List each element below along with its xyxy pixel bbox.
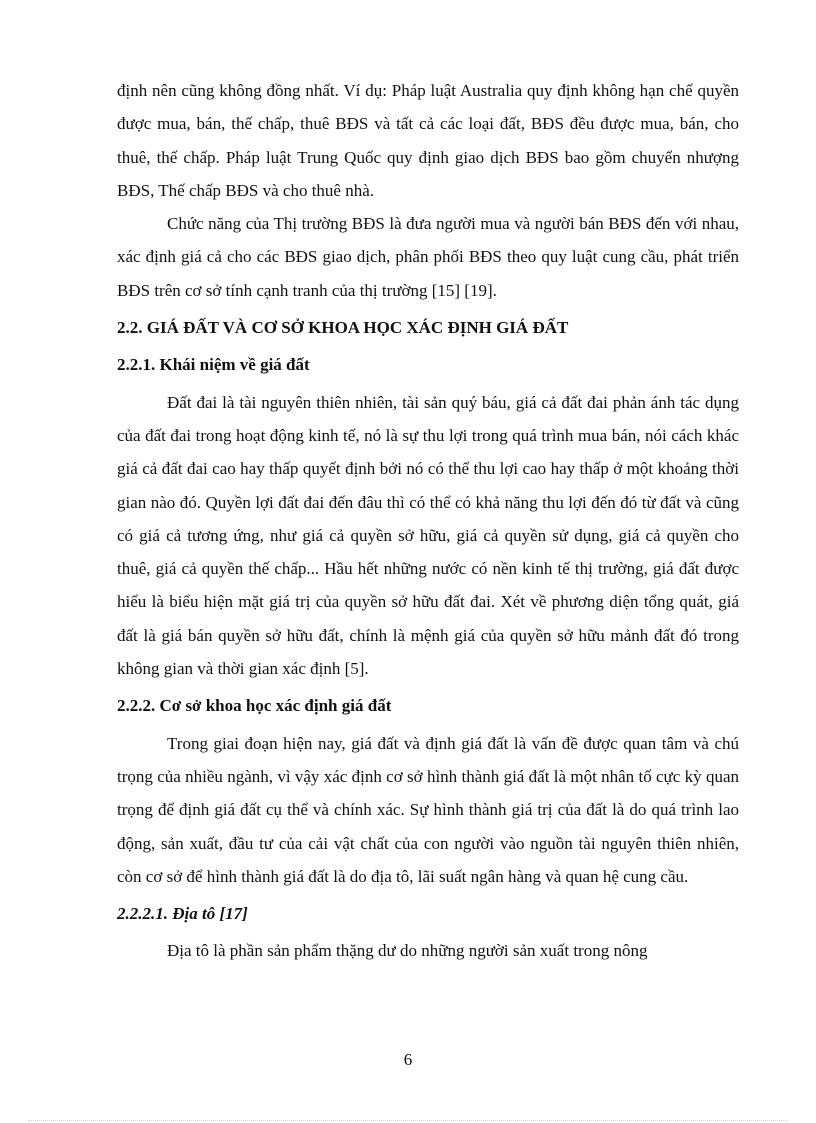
subsection-heading-2-2-1: 2.2.1. Khái niệm về giá đất xyxy=(117,355,310,375)
subsection-heading-2-2-2-1: 2.2.2.1. Địa tô [17] xyxy=(117,904,248,924)
page-bottom-divider xyxy=(28,1120,788,1121)
paragraph-legal-examples: định nên cũng không đồng nhất. Ví dụ: Pháp luật Australia quy định không hạn chế quyền được mua, bán, thế chấp, thuê BĐS và tất cả các loại đất, BĐS đều được mua, bán, cho thuê, thế chấp. Pháp luật Trung Quốc quy định giao dịch BĐS bao gồm chuyển nhượng BĐS, Thế chấp BĐS và cho thuê nhà. xyxy=(117,81,739,200)
subsection-heading-2-2-2: 2.2.2. Cơ sở khoa học xác định giá đất xyxy=(117,696,392,716)
section-heading-2-2: 2.2. GIÁ ĐẤT VÀ CƠ SỞ KHOA HỌC XÁC ĐỊNH GIÁ ĐẤT xyxy=(117,318,569,338)
paragraph-land-price-concept: Đất đai là tài nguyên thiên nhiên, tài sản quý báu, giá cả đất đai phản ánh tác dụng của đất đai trong hoạt động kinh tế, nó là sự thu lợi trong quá trình mua bán, nói cách khác giá cả đất đai cao hay thấp quyết định bởi nó có thể thu lợi cao hay thấp ở một khoảng thời gian nào đó. Quyền lợi đất đai đến đâu thì có thể có khả năng thu lợi đến đó từ đất và cũng có giá cả tương ứng, như giá cả quyền sở hữu, giá cả quyền sử dụng, giá cả quyền cho thuê, giá cả quyền thế chấp... Hầu hết những nước có nền kinh tế thị trường, giá đất được hiểu là biểu hiện mặt giá trị của quyền sở hữu đất đai. Xét về phương diện tổng quát, giá đất là giá bán quyền sở hữu đất, chính là mệnh giá của quyền sở hữu mảnh đất đó trong không gian và thời gian xác định [5]. xyxy=(117,392,739,679)
paragraph-land-rent: Địa tô là phần sản phẩm thặng dư do những người sản xuất trong nông xyxy=(167,941,648,961)
page-number: 6 xyxy=(403,1050,413,1069)
paragraph-market-function: Chức năng của Thị trường BĐS là đưa người mua và người bán BĐS đến với nhau, xác định giá cả cho các BĐS giao dịch, phân phối BĐS theo quy luật cung cầu, phát triển BĐS trên cơ sở tính cạnh tranh của thị trường [15] [19]. xyxy=(117,214,739,300)
paragraph-scientific-basis: Trong giai đoạn hiện nay, giá đất và định giá đất là vấn đề được quan tâm và chú trọng của nhiều ngành, vì vậy xác định cơ sở hình thành giá đất là một nhân tố cực kỳ quan trọng để định giá đất cụ thể và chính xác. Sự hình thành giá trị của đất là do quá trình lao động, sản xuất, đầu tư của cải vật chất của con người vào nguồn tài nguyên thiên nhiên, còn cơ sở để hình thành giá đất là do địa tô, lãi suất ngân hàng và quan hệ cung cầu. xyxy=(117,733,739,886)
document-page xyxy=(117,74,739,968)
